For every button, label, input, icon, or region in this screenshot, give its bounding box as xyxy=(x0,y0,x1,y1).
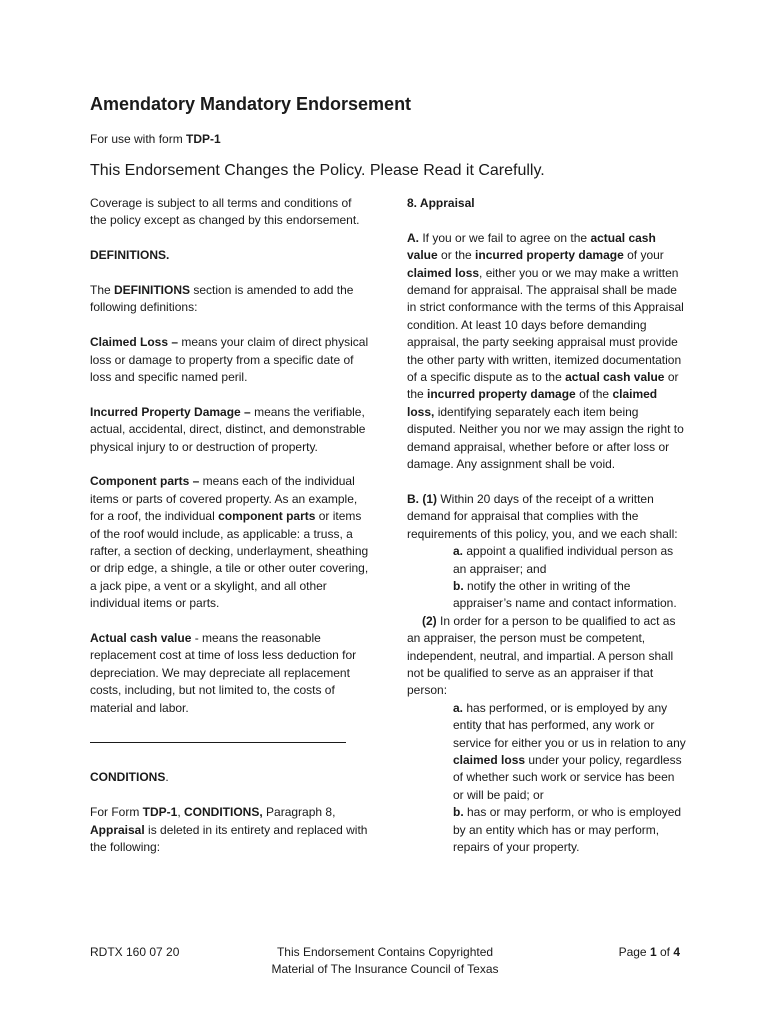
document-title: Amendatory Mandatory Endorsement xyxy=(90,94,412,114)
definition-claimed-loss: Claimed Loss – means your claim of direct physical loss or damage to property from a specific date of loss and specific named peril. xyxy=(90,335,369,385)
coverage-intro: Coverage is subject to all terms and conditions of the policy except as changed by this endorsement. xyxy=(90,196,360,228)
definition-actual-cash-value: Actual cash value - means the reasonable replacement cost at time of loss less deduction for depreciation. We may depreciate all replacement costs, including, but not limited to, the costs of material and labor. xyxy=(90,631,357,715)
appraisal-paragraph-b2: (2) In order for a person to be qualified to act as an appraiser, the person must be competent, independent, neutral, and impartial. A person shall not be qualified to serve as an appraiser if that person: xyxy=(407,613,676,698)
definition-incurred-property-damage: Incurred Property Damage – means the verifiable, actual, accidental, direct, distinct, and demonstrable physical injury to or destruction of property. xyxy=(90,404,366,454)
form-name: TDP-1 xyxy=(186,132,221,146)
appraisal-item-b2b: b. has or may perform, or who is employed by an entity which has or may perform, repairs of your property. xyxy=(453,805,682,854)
appraisal-item-b2a: a. has performed, or is employed by any entity that has performed, any work or service for either you or us in relation to any claimed loss under your policy, regardless of whether such work or service has been or will be paid; or xyxy=(453,700,686,802)
definitions-heading: DEFINITIONS. xyxy=(90,248,170,263)
appraisal-item-b1a: a. appoint a qualified individual person as an appraiser; and xyxy=(453,544,674,576)
policy-change-notice: This Endorsement Changes the Policy. Please Read it Carefully. xyxy=(90,162,545,179)
footer-copyright: This Endorsement Contains Copyrighted Material of The Insurance Council of Texas xyxy=(271,945,499,977)
appraisal-item-b1b: b. notify the other in writing of the appraiser’s name and contact information. xyxy=(453,578,677,611)
footer-form-code: RDTX 160 07 20 xyxy=(90,945,180,959)
definition-component-parts: Component parts – means each of the individual items or parts of covered property. As an example, for a roof, the individual component parts or items of the roof would include, as applicable: a truss, a rafter, a section of decking, underlayment, sheathing or drip edge, a shingle, a tile or other outer covering, a jack pipe, a vent or a skylight, and all other individual items or parts. xyxy=(90,474,369,611)
footer-page-number: Page 1 of 4 xyxy=(618,945,680,959)
form-reference: For use with form TDP-1 xyxy=(90,132,221,146)
section-divider xyxy=(90,734,346,743)
definitions-intro: The DEFINITIONS section is amended to add the following definitions: xyxy=(90,283,354,315)
left-column xyxy=(90,195,370,874)
appraisal-paragraph-b1: B. (1) Within 20 days of the receipt of a written demand for appraisal that complies with the requirements of this policy, you, and we each shall: xyxy=(407,491,678,541)
conditions-heading: CONDITIONS. xyxy=(90,770,169,785)
appraisal-paragraph-a: A. If you or we fail to agree on the actual cash value or the incurred property damage of your claimed loss, either you or we may make a written demand for appraisal. The appraisal shall be made in strict conformance with the terms of this Appraisal condition. At least 10 days before demanding appraisal, the party seeking appraisal must provide the other party with written, itemized documentation of a specific dispute as to the actual cash value or the incurred property damage of the claimed loss, identifying separately each item being disputed. Neither you nor we may assign the right to demand appraisal, whether before or after loss or damage. Any assignment shall be void. xyxy=(407,230,684,472)
conditions-text: For Form TDP-1, CONDITIONS, Paragraph 8, Appraisal is deleted in its entirety and replaced with the following: xyxy=(90,805,368,855)
right-column xyxy=(407,195,687,856)
appraisal-heading: 8. Appraisal xyxy=(407,196,475,210)
